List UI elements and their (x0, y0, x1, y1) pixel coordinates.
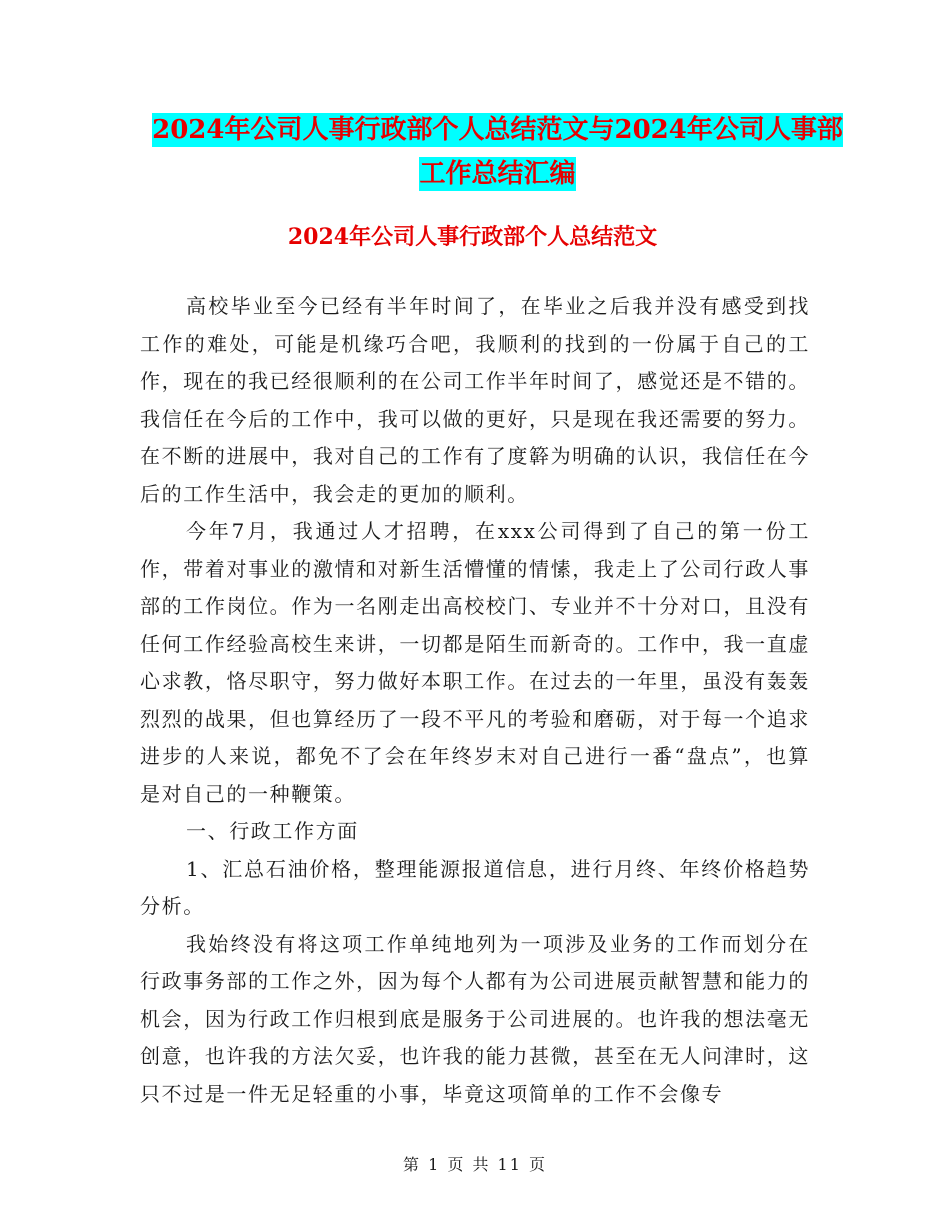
paragraph-item-1: 1、汇总石油价格，整理能源报道信息，进行月终、年终价格趋势分析。 (140, 856, 810, 918)
document-body (140, 288, 810, 1113)
paragraph-intro: 高校毕业至今已经有半年时间了，在毕业之后我并没有感受到找工作的难处，可能是机缘巧合吧，我顺利的找到的一份属于自己的工作，现在的我已经很顺利的在公司工作半年时间了，感觉还是不错的。我信任在今后的工作中，我可以做的更好，只是现在我还需要的努力。在不断的进展中，我对自己的工作有了度簳为明确的认识，我信任在今后的工作生活中，我会走的更加的顺利。 (140, 294, 810, 506)
document-title (140, 108, 855, 196)
section-heading-admin: 一、行政工作方面 (186, 819, 359, 843)
section-title: 2024年公司人事行政部个人总结范文 (287, 224, 658, 250)
paragraph-july: 今年7月，我通过人才招聘，在xxx公司得到了自己的第一份工作，带着对事业的激情和对新生活懵懂的情愫，我走上了公司行政人事部的工作岗位。作为一名刚走出高校校门、专业并不十分对口，且没有任何工作经验高校生来讲，一切都是陌生而新奇的。工作中，我一直虚心求教，恪尽职守，努力做好本职工作。在过去的一年里，虽没有轰轰烈烈的战果，但也算经历了一段不平凡的考验和磨砺，对于每一个追求进步的人来说，都免不了会在年终岁末对自己进行一番“盘点”，也算是对自己的一种鞭策。 (140, 519, 810, 806)
page-footer: 第 1 页 共 11 页 (403, 1155, 547, 1174)
paragraph-reflection: 我始终没有将这项工作单纯地列为一项涉及业务的工作而划分在行政事务部的工作之外，因为每个人都有为公司进展贡献智慧和能力的机会，因为行政工作归根到底是服务于公司进展的。也许我的想法毫无创意，也许我的方法欠妥，也许我的能力甚微，甚至在无人问津时，这只不过是一件无足轻重的小事，毕竟这项简单的工作不会像专 (140, 931, 810, 1106)
document-title-text: 2024年公司人事行政部个人总结范文与2024年公司人事部工作总结汇编 (152, 115, 843, 189)
